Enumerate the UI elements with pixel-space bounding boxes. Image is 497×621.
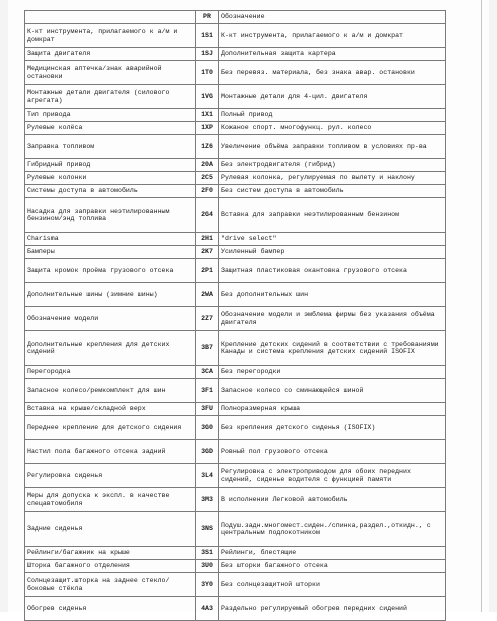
row-pr-code: 2H1	[196, 233, 219, 246]
table-row	[25, 379, 446, 403]
row-pr-code: 1VG	[196, 85, 219, 109]
row-description: Регулировка сиденья	[25, 464, 196, 488]
row-meaning: Без перевяз. материала, без знака авар. остановки	[219, 61, 446, 85]
row-meaning: Ровный пол грузового отсека	[219, 440, 446, 464]
table-header-row	[25, 11, 446, 24]
table-row	[25, 573, 446, 597]
row-meaning: "drive select"	[219, 233, 446, 246]
table-row	[25, 403, 446, 416]
row-pr-code: 1XP	[196, 122, 219, 135]
row-meaning: Кожаное спорт. многофункц. рул. колесо	[219, 122, 446, 135]
row-description: Задние сиденья	[25, 512, 196, 547]
row-meaning: Вставка для заправки неэтилированным бензином	[219, 198, 446, 233]
row-description: Дополнительные крепления для детских сидений	[25, 331, 196, 366]
table-row	[25, 85, 446, 109]
row-description: Рулевые колёса	[25, 122, 196, 135]
row-pr-code: 3CA	[196, 366, 219, 379]
table-row	[25, 464, 446, 488]
row-meaning: К-кт инструмента, прилагаемого к а/м и домкрат	[219, 24, 446, 48]
row-pr-code: 1X1	[196, 109, 219, 122]
table-row	[25, 331, 446, 366]
table-row	[25, 159, 446, 172]
row-meaning: Без систем доступа в автомобиль	[219, 185, 446, 198]
row-pr-code: 2K7	[196, 246, 219, 259]
table-row	[25, 48, 446, 61]
table-row	[25, 488, 446, 512]
row-description: Системы доступа в автомобиль	[25, 185, 196, 198]
row-pr-code: 2P1	[196, 259, 219, 283]
row-meaning: Крепление детских сидений в соответствии с требованиями Канады и система крепления детских сидений ISOFIX	[219, 331, 446, 366]
table-row	[25, 560, 446, 573]
row-description: Монтажные детали двигателя (силового агрегата)	[25, 85, 196, 109]
table-row	[25, 24, 446, 48]
row-pr-code: 3FU	[196, 403, 219, 416]
row-description: Вставка на крыше/складной верх	[25, 403, 196, 416]
table-row	[25, 233, 446, 246]
table-row	[25, 198, 446, 233]
row-description: Гибридный привод	[25, 159, 196, 172]
row-description: К-кт инструмента, прилагаемого к а/м и домкрат	[25, 24, 196, 48]
row-description: Насадка для заправки неэтилированным бензином/энд топлива	[25, 198, 196, 233]
row-meaning: Дополнительная защита картера	[219, 48, 446, 61]
row-meaning: Без солнцезащитной шторки	[219, 573, 446, 597]
row-pr-code: 1S1	[196, 24, 219, 48]
row-pr-code: 3NS	[196, 512, 219, 547]
row-pr-code: 2WA	[196, 283, 219, 307]
row-pr-code: 2F0	[196, 185, 219, 198]
table-row	[25, 172, 446, 185]
row-description: Тип привода	[25, 109, 196, 122]
row-pr-code: 3S1	[196, 547, 219, 560]
row-pr-code: 4A3	[196, 597, 219, 621]
table-row	[25, 109, 446, 122]
row-pr-code: 2C5	[196, 172, 219, 185]
row-description: Солнцезащит.шторка на заднее стекло/боковые стёкла	[25, 573, 196, 597]
row-meaning: Защитная пластиковая окантовка грузового отсека	[219, 259, 446, 283]
row-meaning: Без шторки багажного отсека	[219, 560, 446, 573]
page-edge	[481, 0, 482, 612]
table-row	[25, 512, 446, 547]
row-pr-code: 1SJ	[196, 48, 219, 61]
row-meaning: Усиленный бампер	[219, 246, 446, 259]
row-meaning: В исполнении Легковой автомобиль	[219, 488, 446, 512]
row-pr-code: 1T0	[196, 61, 219, 85]
row-meaning: Без электродвигателя (гибрид)	[219, 159, 446, 172]
row-description: Перегородка	[25, 366, 196, 379]
row-meaning: Монтажные детали для 4-цил. двигателя	[219, 85, 446, 109]
row-description: Charisma	[25, 233, 196, 246]
row-description: Шторка багажного отделения	[25, 560, 196, 573]
row-meaning: Полноразмерная крыша	[219, 403, 446, 416]
row-meaning: Рейлинги, блестящие	[219, 547, 446, 560]
row-pr-code: 3G0	[196, 416, 219, 440]
row-pr-code: 3Y0	[196, 573, 219, 597]
table-row	[25, 416, 446, 440]
row-pr-code: 1Z6	[196, 135, 219, 159]
table-row	[25, 246, 446, 259]
row-pr-code: 3M3	[196, 488, 219, 512]
row-description: Меры для допуска к экспл. в качестве спецавтомобиля	[25, 488, 196, 512]
row-description: Медицинская аптечка/знак аварийной остановки	[25, 61, 196, 85]
row-meaning: Без перегородки	[219, 366, 446, 379]
row-description: Дополнительные шины (зимние шины)	[25, 283, 196, 307]
row-pr-code: 3L4	[196, 464, 219, 488]
row-meaning: Раздельно регулируемый обогрев передних сидений	[219, 597, 446, 621]
table-row	[25, 366, 446, 379]
row-meaning: Запасное колесо со сминающейся шиной	[219, 379, 446, 403]
row-description: Переднее крепление для детского сидения	[25, 416, 196, 440]
row-description: Рулевые колонки	[25, 172, 196, 185]
table-row	[25, 597, 446, 621]
table-row	[25, 61, 446, 85]
row-pr-code: 3GD	[196, 440, 219, 464]
row-description: Бамперы	[25, 246, 196, 259]
pr-code-table	[24, 10, 446, 621]
row-description: Защита кромок проёма грузового отсека	[25, 259, 196, 283]
row-meaning: Подуш.задн.многомест.сиден./спинка,раздел.,откидн., с центральным подлокотником	[219, 512, 446, 547]
row-meaning: Рулевая колонка, регулируемая по вылету и наклону	[219, 172, 446, 185]
row-description: Запасное колесо/ремкомплект для шин	[25, 379, 196, 403]
table-row	[25, 185, 446, 198]
table-row	[25, 283, 446, 307]
row-meaning: Полный привод	[219, 109, 446, 122]
table-row	[25, 122, 446, 135]
row-description: Рейлинги/багажник на крыше	[25, 547, 196, 560]
table-row	[25, 307, 446, 331]
row-meaning: Без дополнительных шин	[219, 283, 446, 307]
header-pr-cell: PR	[196, 11, 219, 24]
row-description: Защита двигателя	[25, 48, 196, 61]
row-meaning: Без крепления детского сиденья (ISOFIX)	[219, 416, 446, 440]
row-meaning: Обозначение модели и эмблема фирмы без указания объёма двигателя	[219, 307, 446, 331]
row-meaning: Регулировка с электроприводом для обоих передних сидений, сиденье водителя с функцией памяти	[219, 464, 446, 488]
row-description: Обозначение модели	[25, 307, 196, 331]
row-meaning: Увеличение объёма заправки топливом в условиях пр-ва	[219, 135, 446, 159]
table-row	[25, 259, 446, 283]
row-pr-code: 2G4	[196, 198, 219, 233]
row-pr-code: 3F1	[196, 379, 219, 403]
header-description-cell	[25, 11, 196, 24]
row-description: Обогрев сиденья	[25, 597, 196, 621]
header-meaning-cell: Обозначение	[219, 11, 446, 24]
row-description: Настил пола багажного отсека задний	[25, 440, 196, 464]
table-row	[25, 135, 446, 159]
table-row	[25, 547, 446, 560]
row-pr-code: 2Z7	[196, 307, 219, 331]
row-pr-code: 3U0	[196, 560, 219, 573]
table-row	[25, 440, 446, 464]
row-pr-code: 20A	[196, 159, 219, 172]
row-pr-code: 3B7	[196, 331, 219, 366]
pr-code-table-body	[25, 11, 446, 621]
row-description: Заправка топливом	[25, 135, 196, 159]
